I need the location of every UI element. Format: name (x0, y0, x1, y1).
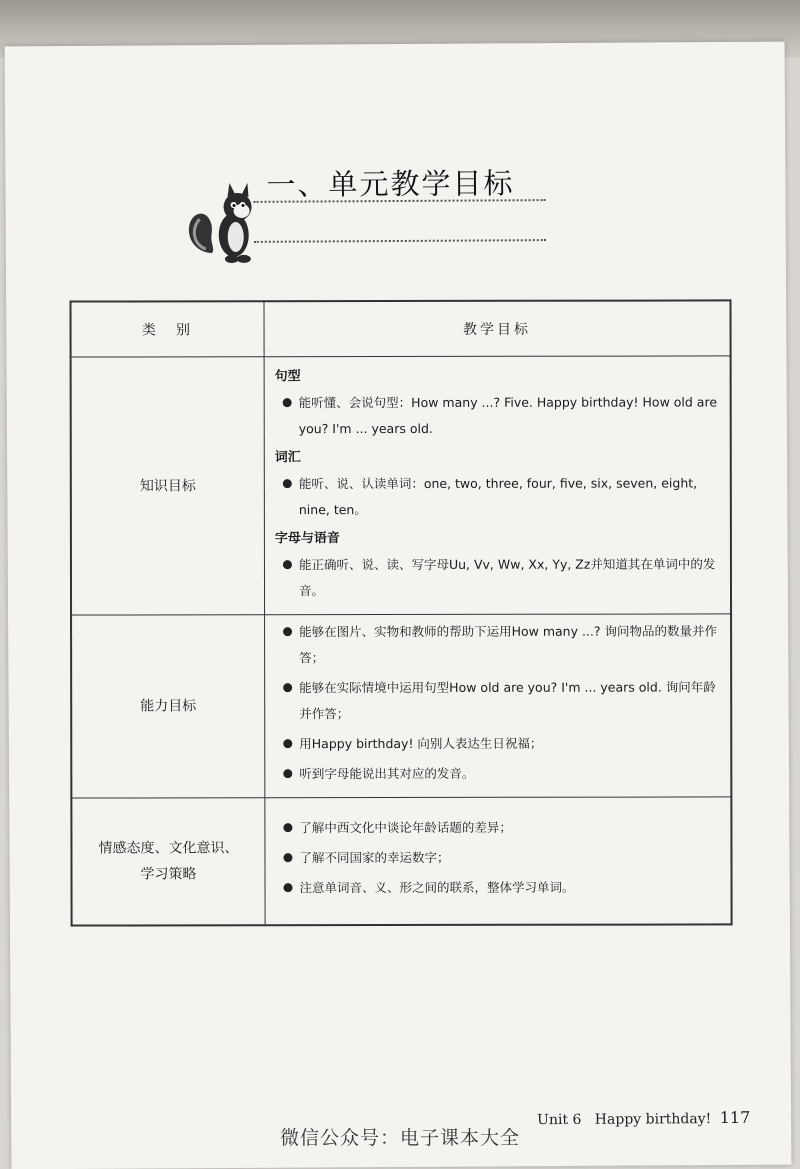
row-category: 知识目标 (71, 357, 265, 615)
list-item: 能听、说、认读单词：one, two, three, four, five, six, seven, eight, nine, ten。 (275, 470, 724, 523)
subheading: 词汇 (274, 450, 301, 466)
header-category: 类 别 (71, 301, 265, 357)
section-heading (181, 151, 552, 273)
list-item: 用Happy birthday! 向别人表达生日祝福； (275, 730, 724, 757)
header-goals: 教学目标 (264, 300, 731, 356)
section-title: 一、单元教学目标 (266, 166, 515, 202)
list-item: 了解中西文化中谈论年龄话题的差异； (275, 814, 724, 841)
squirrel-icon (181, 153, 262, 273)
row-category-line: 情感态度、文化意识、 (98, 840, 239, 857)
heading-dotted-line-bottom (254, 239, 546, 243)
watermark: 微信公众号：电子课本大全 (279, 1127, 520, 1149)
footer-title: Happy birthday! (594, 1111, 712, 1128)
table-row (71, 797, 731, 926)
row-category (71, 798, 265, 926)
list-item: 注意单词音、义、形之间的联系，整体学习单词。 (276, 874, 725, 901)
table-header-row (71, 300, 731, 357)
row-category: 能力目标 (71, 615, 265, 798)
row-category-line: 学习策略 (140, 866, 197, 883)
subheading: 字母与语音 (274, 531, 340, 547)
list-item: 能正确听、说、读、写字母Uu, Vv, Ww, Xx, Yy, Zz并知道其在单词中的发音。 (275, 551, 724, 604)
list-item: 能听懂、会说句型：How many ...? Five. Happy birthday! How old are you? I'm ... years old. (275, 389, 724, 442)
row-goals (264, 356, 731, 615)
table-row (71, 356, 731, 615)
list-item: 能够在图片、实物和教师的帮助下运用How many ...? 询问物品的数量并作答； (275, 618, 724, 671)
teaching-goals-table (69, 299, 732, 926)
table-row (71, 614, 731, 798)
row-goals (265, 614, 732, 798)
row-goals (265, 797, 732, 925)
list-item: 了解不同国家的幸运数字； (275, 844, 724, 871)
textbook-page (5, 42, 792, 1169)
list-item: 能够在实际情境中运用句型How old are you? I'm ... years old. 询问年龄并作答； (275, 674, 724, 727)
list-item: 听到字母能说出其对应的发音。 (275, 760, 724, 787)
footer-unit: Unit 6 (537, 1111, 582, 1129)
page-number: 117 (719, 1107, 751, 1128)
subheading: 句型 (274, 369, 301, 385)
